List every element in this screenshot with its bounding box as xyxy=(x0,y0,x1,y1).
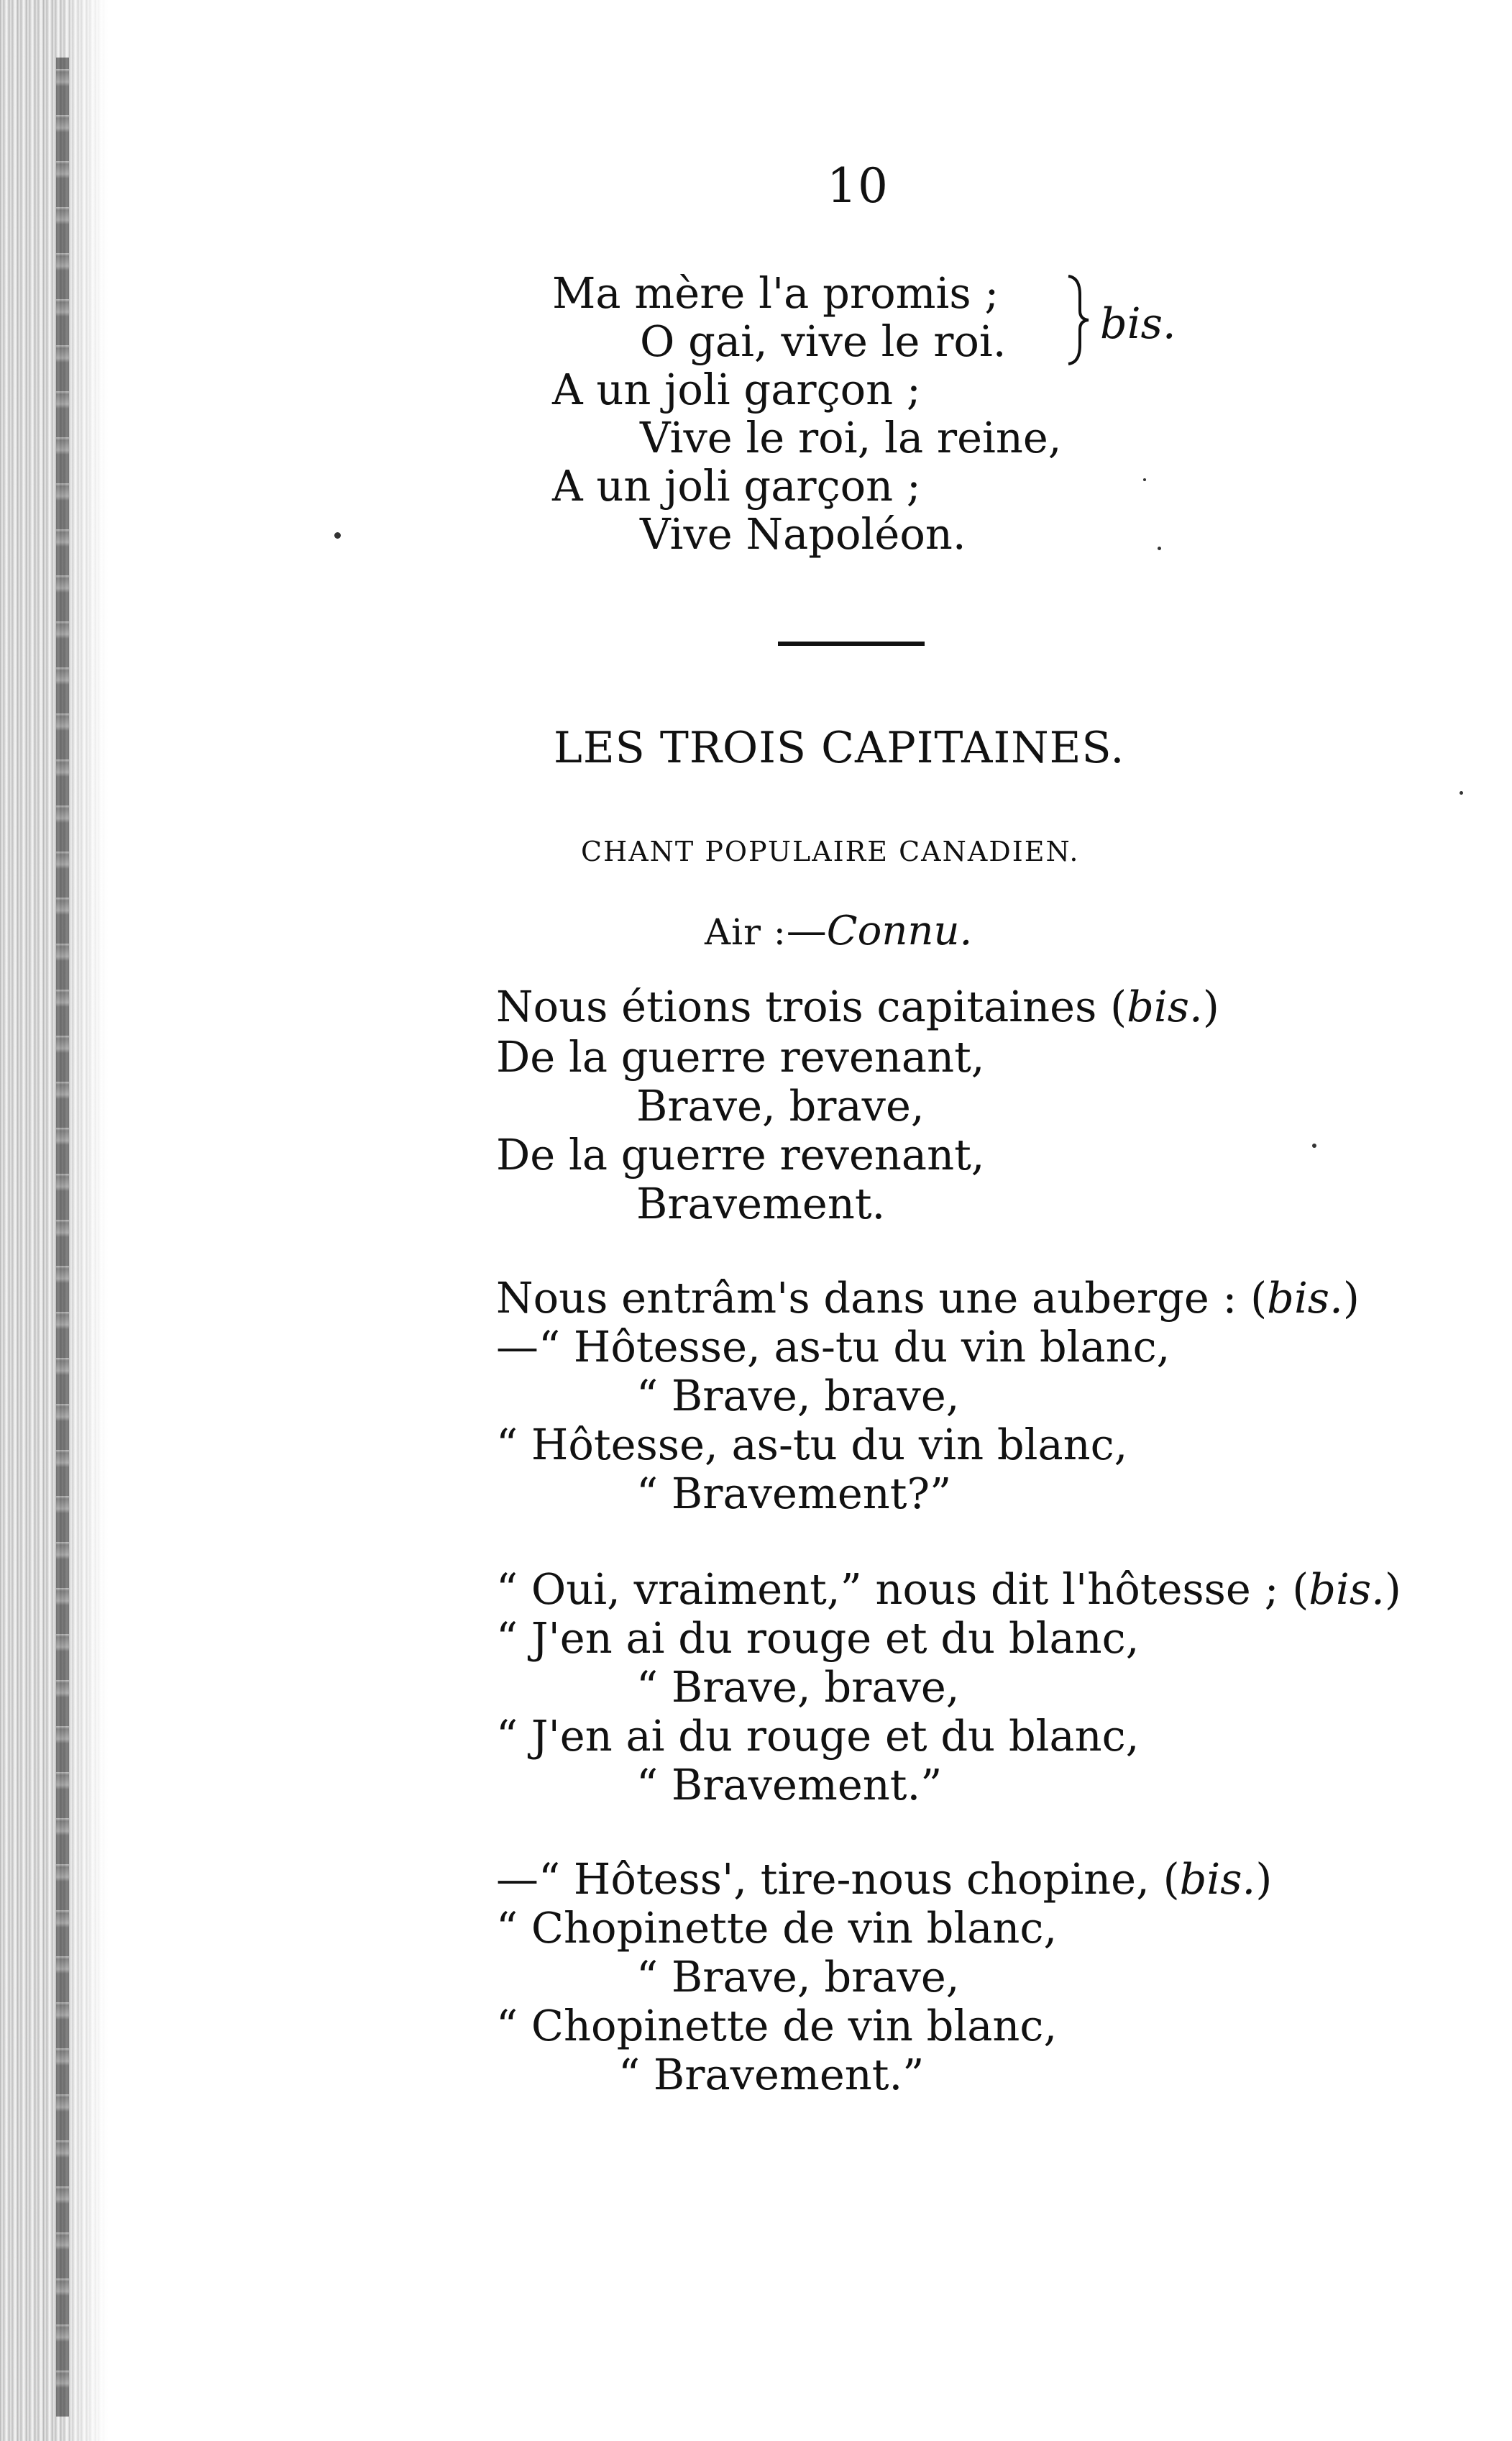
scan-gutter xyxy=(0,0,108,2441)
verse-line: A un joli garçon ; xyxy=(552,461,921,511)
stanza-line: De la guerre revenant, xyxy=(496,1130,985,1180)
stanza-line: “ Hôtesse, as-tu du vin blanc, xyxy=(496,1420,1128,1469)
stanza-line: Brave, brave, xyxy=(636,1081,925,1131)
stanza-line: “ Chopinette de vin blanc, xyxy=(496,2001,1058,2050)
stanza-line: Bravement. xyxy=(636,1179,886,1228)
song-subtitle: CHANT POPULAIRE CANADIEN. xyxy=(581,836,1080,867)
stanza-line: —“ Hôtesse, as-tu du vin blanc, xyxy=(496,1322,1170,1372)
stanza-line: “ Brave, brave, xyxy=(636,1662,960,1712)
scan-speck xyxy=(1460,791,1463,795)
stanza-line: “ Brave, brave, xyxy=(636,1952,960,2002)
stanza-line: Nous entrâm's dans une auberge : (bis.) xyxy=(496,1273,1360,1323)
verse-line: O gai, vive le roi. xyxy=(640,316,1007,366)
section-divider xyxy=(778,642,925,646)
repeat-brace-icon xyxy=(1064,273,1093,367)
air-label: Air : xyxy=(705,911,787,953)
repeat-mark: bis. xyxy=(1100,298,1176,348)
stanza-line: “ Bravement.” xyxy=(636,1760,943,1810)
stanza-line: —“ Hôtess', tire-nous chopine, (bis.) xyxy=(496,1854,1273,1904)
page-number: 10 xyxy=(827,158,889,214)
stanza-line: “ Chopinette de vin blanc, xyxy=(496,1903,1058,1953)
stanza-line: “ J'en ai du rouge et du blanc, xyxy=(496,1711,1140,1761)
verse-line: A un joli garçon ; xyxy=(552,365,921,414)
scan-speck xyxy=(1143,478,1146,481)
stanza-line: “ Bravement?” xyxy=(636,1469,952,1518)
stanza-line: “ Bravement.” xyxy=(618,2050,925,2099)
stanza-line: “ Brave, brave, xyxy=(636,1371,960,1420)
stanza-line: “ Oui, vraiment,” nous dit l'hôtesse ; (bis.) xyxy=(496,1564,1401,1614)
scan-speck xyxy=(334,532,341,539)
verse-line: Ma mère l'a promis ; xyxy=(552,268,999,318)
scan-binding-edge xyxy=(56,58,69,2417)
song-air xyxy=(705,908,972,954)
stanza-line: De la guerre revenant, xyxy=(496,1032,985,1082)
verse-line: Vive Napoléon. xyxy=(640,509,966,559)
air-value: Connu. xyxy=(826,908,973,954)
air-dash: — xyxy=(786,908,827,954)
song-title: LES TROIS CAPITAINES. xyxy=(554,723,1125,773)
stanza-line: “ J'en ai du rouge et du blanc, xyxy=(496,1613,1140,1663)
verse-line: Vive le roi, la reine, xyxy=(640,413,1062,462)
scan-speck xyxy=(1158,547,1161,550)
stanza-line: Nous étions trois capitaines (bis.) xyxy=(496,982,1219,1031)
scan-speck xyxy=(1312,1144,1316,1148)
